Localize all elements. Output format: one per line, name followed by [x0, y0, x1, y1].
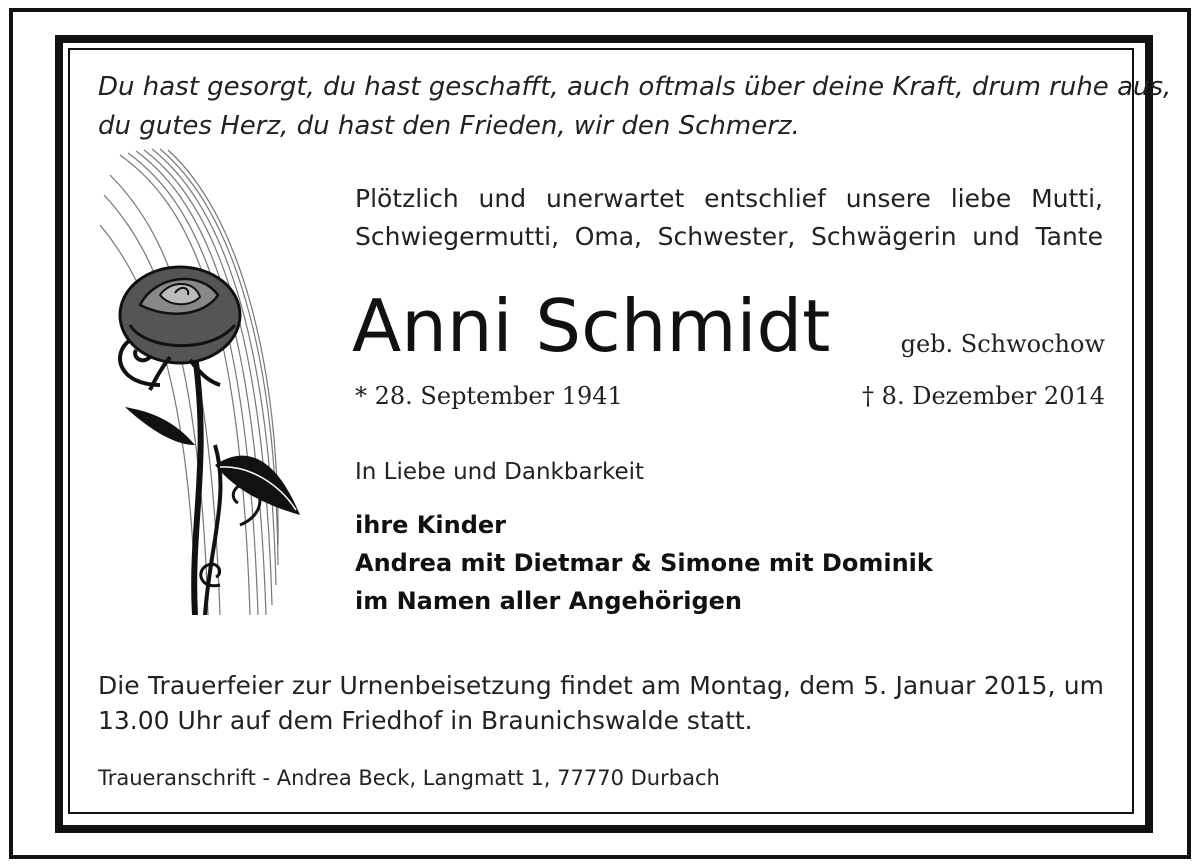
intro-line-2: Schwiegermutti, Oma, Schwester, Schwägerin und Tante — [355, 222, 1103, 251]
ceremony-line-2: 13.00 Uhr auf dem Friedhof in Braunichswalde statt. — [98, 706, 753, 735]
rose-icon — [100, 145, 310, 615]
motto-line-1: Du hast gesorgt, du hast geschafft, auch oftmals über deine Kraft, drum ruhe aus, — [98, 72, 1172, 102]
dedication: In Liebe und Dankbarkeit — [355, 459, 645, 485]
birth-date: * 28. September 1941 — [355, 382, 623, 410]
mourners-line-2: Andrea mit Dietmar & Simone mit Dominik — [355, 549, 933, 577]
mourning-address: Traueranschrift - Andrea Beck, Langmatt 1, 77770 Durbach — [98, 766, 720, 790]
ceremony-line-1: Die Trauerfeier zur Urnenbeisetzung findet am Montag, dem 5. Januar 2015, um — [98, 671, 1104, 700]
motto-line-2: du gutes Herz, du hast den Frieden, wir den Schmerz. — [98, 111, 800, 141]
deceased-name: Anni Schmidt — [352, 284, 831, 368]
mourners-line-3: im Namen aller Angehörigen — [355, 587, 743, 615]
mourners-line-1: ihre Kinder — [355, 511, 506, 539]
maiden-name: geb. Schwochow — [900, 330, 1105, 358]
intro-line-1: Plötzlich und unerwartet entschlief unsere liebe Mutti, — [355, 184, 1103, 213]
death-date: † 8. Dezember 2014 — [862, 382, 1105, 410]
